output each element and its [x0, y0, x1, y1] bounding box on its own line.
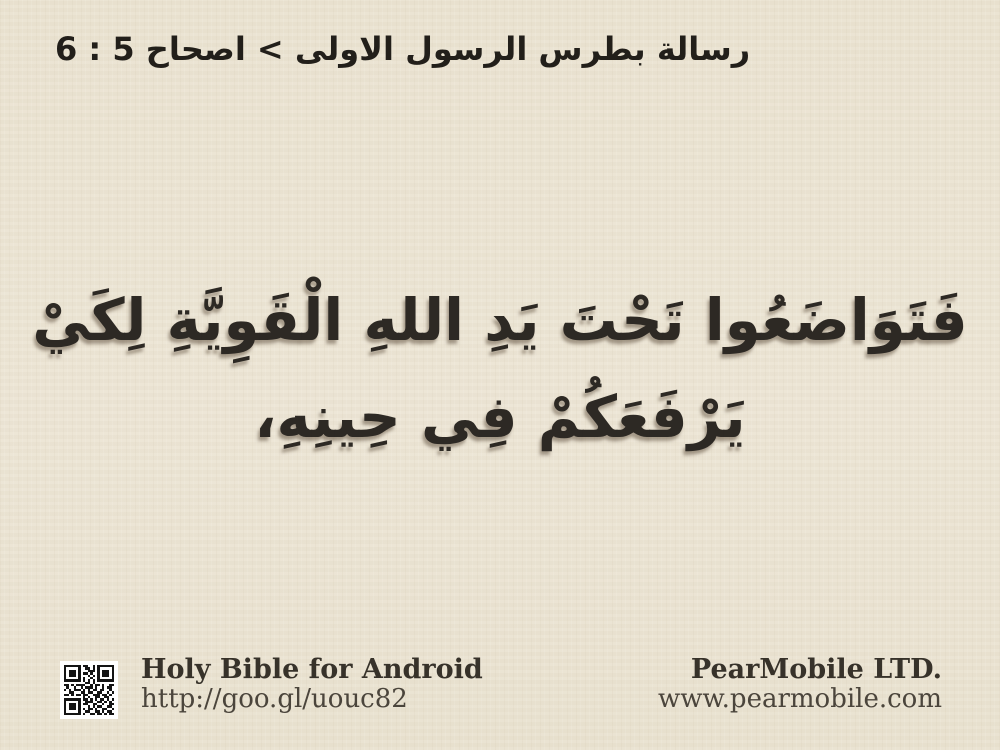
qr-code-icon — [60, 661, 118, 719]
verse-line-2: يَرْفَعَكُمْ فِي حِينِهِ، — [254, 383, 746, 451]
publisher-info — [658, 654, 942, 714]
verse-text — [0, 272, 1000, 466]
verse-line-1: فَتَوَاضَعُوا تَحْتَ يَدِ اللهِ الْقَوِيَّةِ لِكَيْ — [32, 286, 968, 354]
app-download-url[interactable]: http://goo.gl/uouc82 — [141, 684, 408, 714]
company-name: PearMobile LTD. — [690, 654, 942, 685]
app-info — [141, 654, 483, 714]
book-chapter-reference: رسالة بطرس الرسول الاولى > اصحاح 5 : 6 — [55, 30, 751, 68]
company-website[interactable]: www.pearmobile.com — [657, 684, 942, 714]
app-title: Holy Bible for Android — [141, 654, 483, 685]
